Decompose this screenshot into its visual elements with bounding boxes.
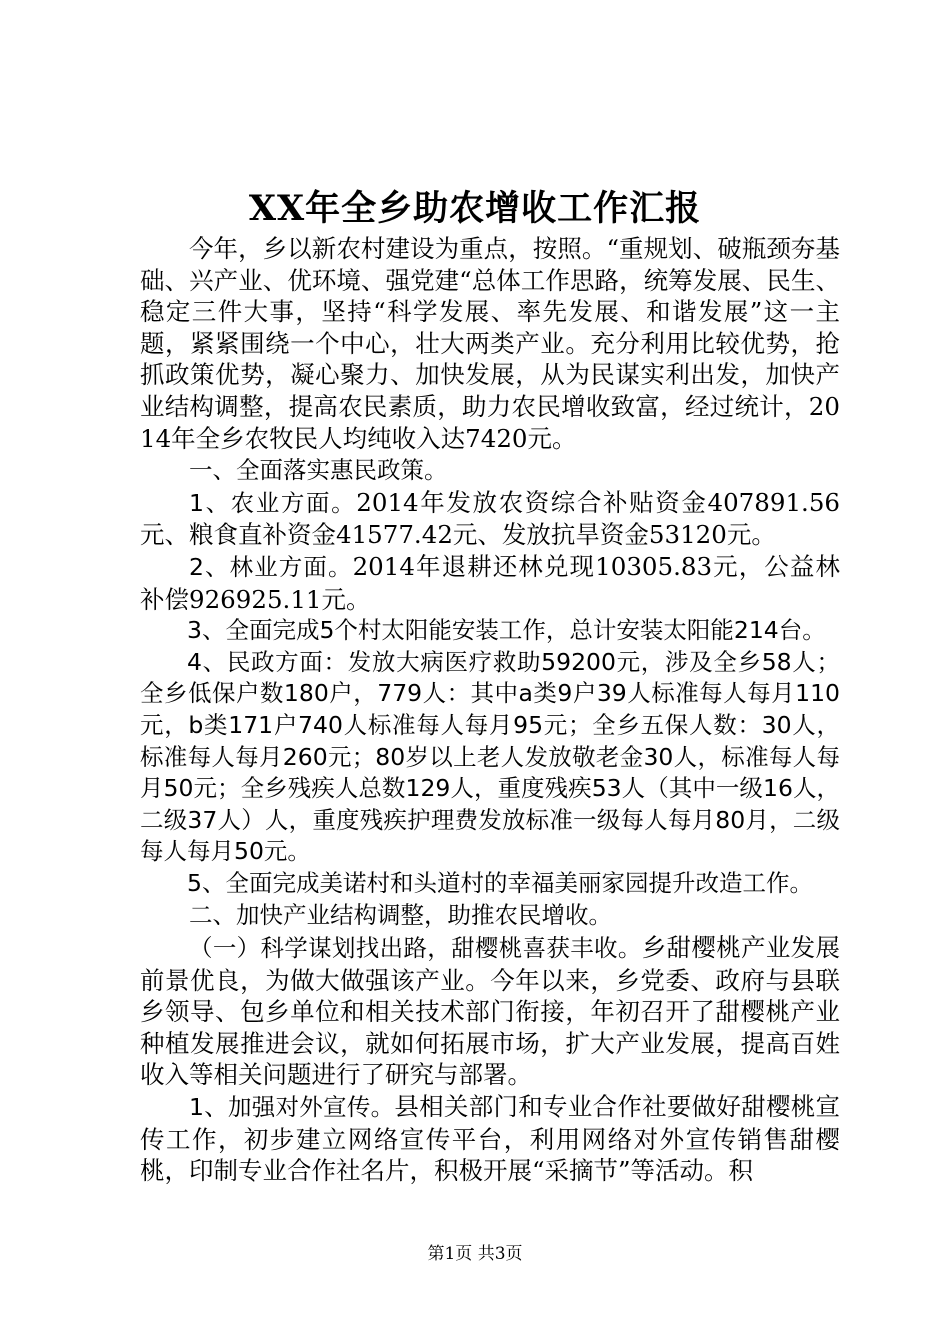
section-heading-1 <box>140 454 840 487</box>
section-heading-2 <box>140 899 840 932</box>
paragraph-solar <box>140 615 840 647</box>
paragraph-text: 今年，乡以新农村建设为重点，按照。“重规划、破瓶颈夯基础、兴产业、优环境、强党建“总体工作思路，统筹发展、民生、稳定三件大事，坚持“科学发展、率先发展、和谐发展”这一主题，紧紧围绕一个中心，壮大两类产业。充分利用比较优势，抢抓政策优势，凝心聚力、加快发展，从为民谋实利出发，加快产业结构调整，提高农民素质，助力农民增收致富，经过统计，2014年全乡农牧民人均纯收入达7420元。 <box>140 234 840 453</box>
paragraph-publicity <box>140 1091 840 1187</box>
paragraph-forestry <box>140 551 840 615</box>
document-body <box>140 233 840 1187</box>
paragraph-text: 2014年退耕还林兑现10305.83元，公益林补偿926925.11元。 <box>140 551 840 614</box>
paragraph-text: 4、民政方面：发放大病医疗救助59200元，涉及全乡58人；全乡低保户数180户，779人：其中a类9户39人标准每人每月110元，b类171户740人标准每人每月95元；全乡五保人数：30人，标准每人每月260元；80岁以上老人发放敬老金30人，标准每人每月50元；全乡残疾人总数129人，重度残疾53人（其中一级16人，二级37人）人，重度残疾护理费发放标准一级每人每月80月，二级每人每月50元。 <box>140 647 840 866</box>
paragraph-agriculture <box>140 487 840 551</box>
heading-text: 二、加快产业结构调整，助推农民增收。 <box>189 901 612 930</box>
paragraph-lead: （一）科学谋划找出路，甜樱桃喜获丰收。 <box>189 934 642 963</box>
heading-text: 一、全面落实惠民政策。 <box>189 456 448 485</box>
paragraph-civil-affairs <box>140 647 840 868</box>
paragraph-text: 乡甜樱桃产业发展前景优良，为做大做强该产业。今年以来，乡党委、政府与县联乡领导、包乡单位和相关技术部门衔接，年初召开了甜樱桃产业种植发展推进会议，就如何拓展市场，扩大产业发展，提高百姓收入等相关问题进行了研究与部署。 <box>140 933 841 1090</box>
paragraph-text: 5、全面完成美诺村和头道村的幸福美丽家园提升改造工作。 <box>187 868 813 897</box>
paragraph-lead: 1、加强对外宣传。 <box>189 1093 395 1122</box>
paragraph-text: 县相关部门和专业合作社要做好甜樱桃宣传工作，初步建立网络宣传平台，利用网络对外宣传销售甜樱桃，印制专业合作社名片，积极开展“采摘节”等活动。积 <box>140 1092 840 1186</box>
paragraph-lead: 2、林业方面。 <box>189 552 353 581</box>
paragraph-cherry <box>140 932 840 1091</box>
paragraph-intro <box>140 233 840 454</box>
paragraph-text: 3、全面完成5个村太阳能安装工作，总计安装太阳能214台。 <box>187 616 826 645</box>
paragraph-village-renovation <box>140 868 840 900</box>
paragraph-lead: 1、农业方面。 <box>189 488 357 517</box>
page-footer: 第1页 共3页 <box>427 1244 523 1264</box>
document-title: XX年全乡助农增收工作汇报 <box>248 188 702 229</box>
paragraph-text: 2014年发放农资综合补贴资金407891.56元、粮食直补资金41577.42元、发放抗旱资金53120元。 <box>140 487 840 550</box>
